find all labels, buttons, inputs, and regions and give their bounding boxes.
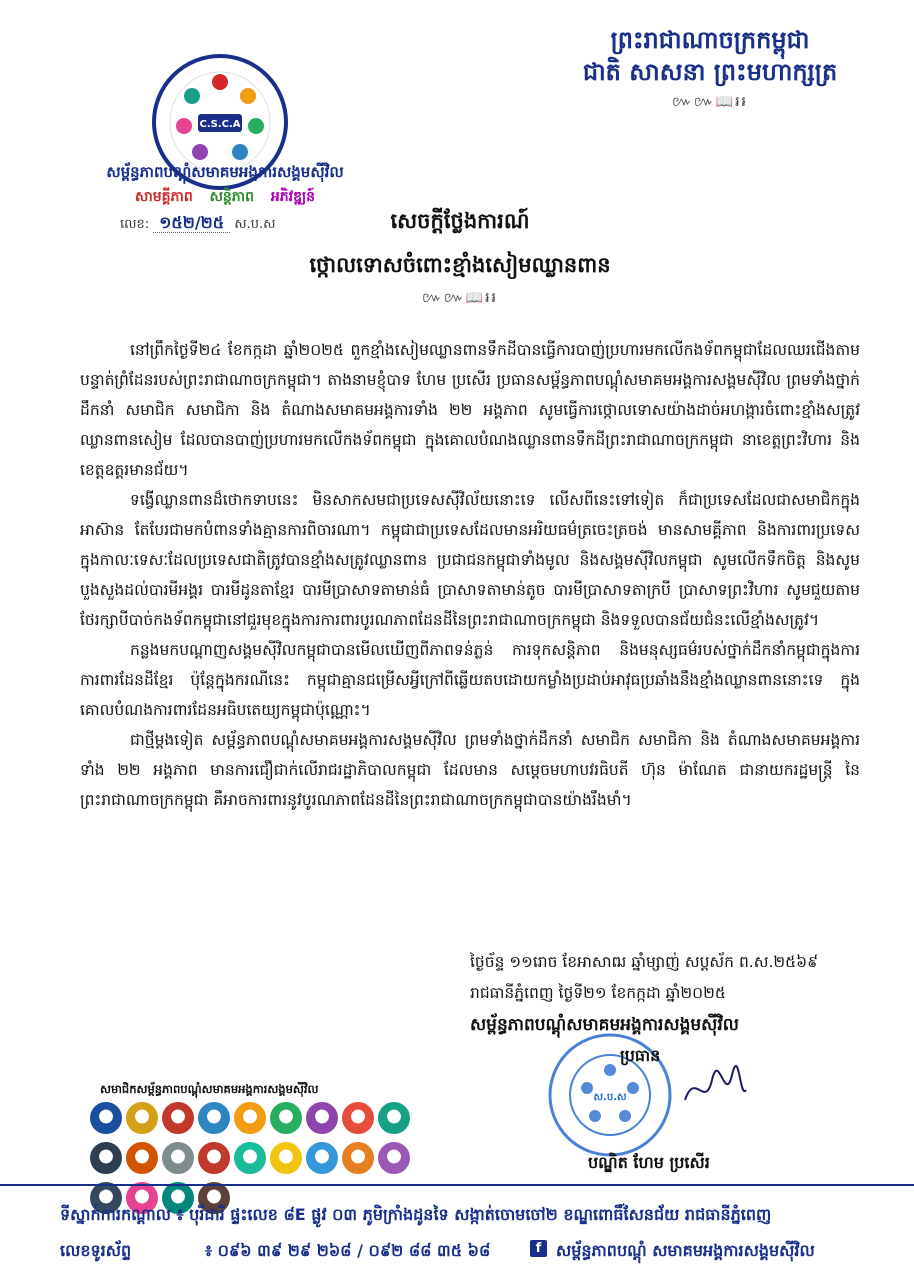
- paragraph-2: ទង្វើឈ្លានពានដ៏ថោកទាបនេះ មិនសាកសមជាប្រទេសស៊ីវិល័យនោះទេ លើសពីនេះទៅទៀត ក៏ជាប្រទេសដែលជាសមាជិកក្នុងអាស៊ាន តែបែរជាមកបំពានទាំងគ្មានការពិចារណា។ កម្ពុជាជាប្រទេសដែលមានអរិយធម៌ត្រចេះត្រចង់ មានសាមគ្គីភាព និងការពារប្រទេស ក្នុងកាលៈទេសៈដែលប្រទេសជាតិត្រូវបានខ្មាំងសត្រូវឈ្លានពាន ប្រជាជនកម្ពុជាទាំងមូល និងសង្គមស៊ីវិលកម្ពុជា សូមលើកទឹកចិត្ត និងសូមបួងសួងដល់បារមីអង្គរ បារមីដូនតាខ្មែរ បារមីប្រាសាទតាមាន់ធំ ប្រាសាទតាមាន់តូច បារមីប្រាសាទតាក្របី ប្រាសាទព្រះវិហារ សូមជួយតាមថែរក្សាបីបាច់កងទ័ពកម្ពុជានៅជួរមុខក្នុងការការពារបូរណភាពដែនដីនៃព្រះរាជាណាចក្រកម្ពុជា និងទទួលបានជ័យជំនះលើខ្មាំងសត្រូវ។: [80, 491, 860, 629]
- signature-role: ប្រធាន: [620, 1046, 661, 1065]
- member-logo: [342, 1102, 374, 1134]
- facebook-icon: f: [530, 1240, 547, 1257]
- ornament-top: ៚៚📖៛៛: [672, 94, 748, 110]
- member-logo: [342, 1142, 374, 1174]
- member-logo: [306, 1142, 338, 1174]
- statement-body: [80, 335, 860, 815]
- member-logo: [162, 1142, 194, 1174]
- kingdom-line-2: ជាតិ សាសនា ព្រះមហាក្សត្រ: [582, 58, 838, 86]
- ref-suffix: ស.ប.ស: [234, 217, 276, 232]
- member-logo: [270, 1142, 302, 1174]
- logo-text: C.S.C.A: [199, 119, 241, 130]
- organization-name: សម្ព័ន្ធភាពបណ្តុំសមាគមអង្គការសង្គមស៊ីវិល: [106, 163, 344, 181]
- paragraph-1: នៅព្រឹកថ្ងៃទី២៤ ខែកក្កដា ឆ្នាំ២០២៥ ពួកខ្មាំងសៀមឈ្លានពានទឹកដីបានធ្វើការបាញ់ប្រហារមកលើកងទ័ពកម្ពុជាដែលឈរជើងតាមបន្ទាត់ព្រំដែនរបស់ព្រះរាជាណាចក្រកម្ពុជា។ តាងនាមខ្ញុំបាទ ហែម ប្រសើរ ប្រធានសម្ព័ន្ធភាពបណ្តុំសមាគមអង្គការសង្គមស៊ីវិល ព្រមទាំងថ្នាក់ដឹកនាំ សមាជិក សមាជិកា និង តំណាងសមាគមអង្គការទាំង ២២ អង្គភាព សូមធ្វើការថ្កោលទោសយ៉ាងដាច់អហង្ការចំពោះខ្មាំងសត្រូវឈ្លានពានសៀម ដែលបានបាញ់ប្រហារមកលើកងទ័ពកម្ពុជា ក្នុងគោលបំណងឈ្លានពានទឹកដីព្រះរាជាណាចក្រកម្ពុជា នាខេត្តព្រះវិហារ និងខេត្តឧត្តរមានជ័យ។: [80, 341, 860, 479]
- footer-phone-label: លេខទូរស័ព្ទ: [60, 1241, 132, 1260]
- motto: [60, 187, 390, 208]
- member-logo: [162, 1102, 194, 1134]
- member-logo: [198, 1102, 230, 1134]
- footer-divider: [0, 1184, 914, 1186]
- member-logo: [306, 1102, 338, 1134]
- motto-development: អភិវឌ្ឍន៍: [270, 189, 316, 205]
- handwritten-signature: [680, 1060, 750, 1120]
- document-title: សេចក្តីថ្លែងការណ៍: [390, 209, 530, 233]
- member-logo: [90, 1102, 122, 1134]
- date-solar: រាជធានីភ្នំពេញ ថ្ងៃទី២១ ខែកក្កដា ឆ្នាំ២០២៥: [470, 984, 726, 1002]
- member-logo: [234, 1102, 266, 1134]
- member-logo: [234, 1142, 266, 1174]
- member-logo: [270, 1102, 302, 1134]
- facebook-page-name[interactable]: សម្ព័ន្ធភាពបណ្តុំ សមាគមអង្គការសង្គមស៊ីវិល: [556, 1241, 815, 1260]
- member-logo: [126, 1142, 158, 1174]
- kingdom-header: [540, 24, 880, 88]
- document-subtitle: ថ្កោលទោសចំពោះខ្មាំងសៀមឈ្លានពាន: [309, 253, 611, 277]
- motto-peace: សន្តិភាព: [209, 189, 255, 205]
- date-lunar: ថ្ងៃច័ន្ទ ១១រោច ខែអាសាឍ ឆ្នាំម្សាញ់ សប្តស័ក ព.ស.២៥៦៩: [470, 953, 819, 971]
- stamp-center-text: ស.ប.ស: [593, 1092, 627, 1103]
- signature-organization: សម្ព័ន្ធភាពបណ្តុំសមាគមអង្គការសង្គមស៊ីវិល: [470, 1015, 739, 1035]
- ornament-middle: ៚៚📖៛៛: [422, 290, 498, 306]
- ref-prefix: លេខ:: [120, 217, 150, 232]
- members-label: សមាជិកសម្ព័ន្ធភាពបណ្តុំសមាគមអង្គការសង្គមស៊ីវិល: [100, 1082, 319, 1096]
- member-logo: [126, 1102, 158, 1134]
- member-logo: [378, 1102, 410, 1134]
- kingdom-line-1: ព្រះរាជាណាចក្រកម្ពុជា: [610, 26, 810, 54]
- paragraph-4: ជាថ្មីម្តងទៀត សម្ព័ន្ធភាពបណ្តុំសមាគមអង្គការសង្គមស៊ីវិល ព្រមទាំងថ្នាក់ដឹកនាំ សមាជិក សមាជិកា និង តំណាងសមាគមអង្គការទាំង ២២ អង្គភាព មានការជឿជាក់លើរាជរដ្ឋាភិបាលកម្ពុជា ដែលមាន សម្តេចមហាបវរធិបតី ហ៊ុន ម៉ាណែត ជានាយករដ្ឋមន្ត្រី នៃ ព្រះរាជាណាចក្រកម្ពុជា គឺអាចការពារនូវបូរណភាពដែនដីនៃព្រះរាជាណាចក្រកម្ពុជាបានយ៉ាងរឹងមាំ។: [80, 731, 860, 809]
- ref-number: ១៥២/២៥: [153, 213, 230, 233]
- footer-phone: ៖ ០៩៦ ៣៩ ២៩ ២៦៨ / ០៩២ ៨៨ ៣៥ ៦៨: [205, 1241, 491, 1260]
- member-logo: [378, 1142, 410, 1174]
- member-logo: [90, 1142, 122, 1174]
- member-logo: [198, 1142, 230, 1174]
- footer-address: ទីស្នាក់ការកណ្តាល ៖ បុរីដារី ផ្ទះលេខ ៨E ផ្លូវ ០៣ ភូមិក្រាំងដូនទៃ សង្កាត់ចោមចៅ២ ខណ្ឌពោធិ៍សែនជ័យ រាជធានីភ្នំពេញ: [60, 1205, 772, 1224]
- paragraph-3: កន្លងមកបណ្តាញសង្គមស៊ីវិលកម្ពុជាបានមើលឃើញពីភាពទន់ភ្លន់ ការទុកសន្តិភាព និងមនុស្សធម៌របស់ថ្នាក់ដឹកនាំកម្ពុជាក្នុងការការពារដែនដីខ្មែរ ប៉ុន្តែក្នុងករណីនេះ កម្ពុជាគ្មានជម្រើសអ្វីក្រៅពីឆ្លើយតបដោយកម្លាំងប្រដាប់អាវុធប្រឆាំងនឹងខ្មាំងឈ្លានពាននោះទេ ក្នុងគោលបំណងការពារដែនអធិបតេយ្យកម្ពុជាប៉ុណ្ណោះ។: [80, 641, 860, 719]
- motto-solidarity: សាមគ្គីភាព: [134, 189, 193, 205]
- signatory-name: បណ្ឌិត ហែម ប្រសើរ: [588, 1153, 710, 1172]
- member-logos: [88, 1100, 418, 1220]
